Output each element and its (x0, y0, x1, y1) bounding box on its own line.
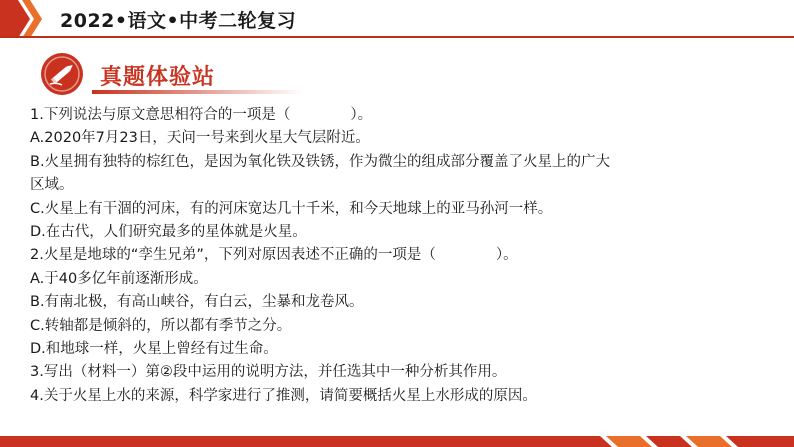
option-2a: A.于40多亿年前逐渐形成。 (30, 270, 208, 287)
question-1-stem (30, 104, 760, 127)
header-accent-chevrons (0, 0, 52, 38)
question-3: 3.写出（材料一）第②段中运用的说明方法，并任选其中一种分析其作用。 (30, 364, 507, 381)
section-underline (92, 90, 302, 94)
option-2b: B.有南北极，有高山峡谷，有白云，尘暴和龙卷风。 (30, 294, 364, 311)
option-2d: D.和地球一样，火星上曾经有过生命。 (30, 341, 278, 358)
question-2-text: 2.火星是地球的“孪生兄弟”，下列对原因表述不正确的一项是（ (30, 247, 436, 264)
section-title: 真题体验站 (100, 65, 216, 90)
pencil-icon (40, 52, 84, 96)
question-2-end: ）。 (495, 247, 518, 264)
question-4: 4.关于火星上水的来源，科学家进行了推测，请简要概括火星上水形成的原因。 (30, 387, 537, 404)
option-1d: D.在古代，人们研究最多的星体就是火星。 (30, 224, 307, 241)
question-1-text: 1.下列说法与原文意思相符合的一项是（ (30, 107, 291, 123)
question-1-end: ）。 (350, 107, 373, 123)
question-2-stem (30, 244, 760, 267)
footer-strip (0, 428, 794, 447)
option-1b-continued: 区域。 (30, 177, 74, 194)
option-2c: C.转轴都是倾斜的，所以都有季节之分。 (30, 317, 292, 334)
question-list (30, 104, 760, 408)
header-bar (0, 0, 794, 38)
option-1a: A.2020年7月23日，天问一号来到火星大气层附近。 (30, 130, 370, 147)
option-1b: B.火星拥有独特的棕红色，是因为氧化铁及铁锈，作为微尘的组成部分覆盖了火星上的广大 (30, 153, 611, 170)
option-1c: C.火星上有干涸的河床，有的河床宽达几十千米，和今天地球上的亚马孙河一样。 (30, 200, 553, 217)
section-badge (40, 52, 300, 96)
header-divider (0, 36, 794, 38)
header-title: 2022•语文•中考二轮复习 (60, 10, 297, 32)
